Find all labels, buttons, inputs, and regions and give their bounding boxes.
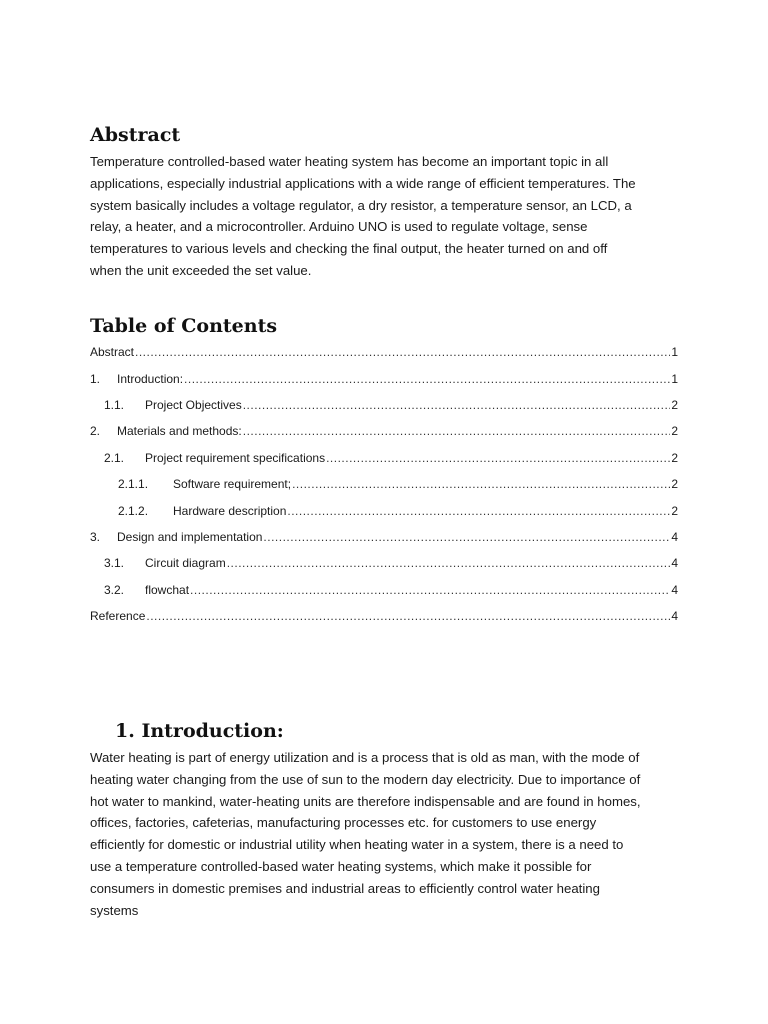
toc-page-number: 4 bbox=[671, 609, 678, 624]
toc-entry-reference[interactable] bbox=[90, 603, 678, 629]
introduction-line: use a temperature controlled-based water heating systems, which make it possible for bbox=[90, 858, 592, 874]
introduction-line: hot water to mankind, water-heating units are therefore indispensable and are found in homes, bbox=[90, 793, 641, 809]
toc-entry-title: Design and implementation bbox=[117, 529, 263, 544]
toc-entry-circuit-diagram[interactable] bbox=[90, 550, 678, 576]
introduction-paragraph bbox=[90, 747, 682, 921]
introduction-line: consumers in domestic premises and industrial areas to efficiently control water heating bbox=[90, 880, 600, 896]
toc-entry-title: Reference bbox=[90, 609, 146, 624]
toc-entry-number: 2. bbox=[90, 424, 101, 439]
toc-entry-project-objectives[interactable] bbox=[90, 392, 678, 418]
abstract-line: relay, a heater, and a microcontroller. Arduino UNO is used to regulate voltage, sense bbox=[90, 219, 588, 235]
abstract-paragraph bbox=[90, 151, 682, 282]
introduction-line: systems bbox=[90, 902, 139, 918]
toc-entry-title: Materials and methods: bbox=[117, 424, 242, 439]
toc-entry-title: Circuit diagram bbox=[145, 556, 226, 571]
toc-leader-dots bbox=[292, 477, 670, 491]
toc-leader-dots bbox=[146, 609, 670, 623]
toc-entry-flowchat[interactable] bbox=[90, 577, 678, 603]
toc-page-number: 1 bbox=[671, 345, 678, 360]
toc-leader-dots bbox=[326, 451, 670, 465]
abstract-line: when the unit exceeded the set value. bbox=[90, 262, 312, 278]
toc-page-number: 2 bbox=[671, 397, 678, 412]
toc-entry-title: Project requirement specifications bbox=[145, 450, 326, 465]
toc-entry-number: 3.2. bbox=[104, 582, 125, 597]
toc-page-number: 4 bbox=[671, 582, 678, 597]
toc-entry-title: Software requirement; bbox=[173, 477, 292, 492]
toc-page-number: 2 bbox=[671, 477, 678, 492]
toc-leader-dots bbox=[287, 504, 670, 518]
abstract-line: system basically includes a voltage regulator, a dry resistor, a temperature sensor, an LCD, a bbox=[90, 197, 632, 213]
toc-entry-title: flowchat bbox=[145, 582, 190, 597]
toc-leader-dots bbox=[243, 424, 671, 438]
toc-leader-dots bbox=[184, 372, 670, 386]
table-of-contents bbox=[90, 339, 678, 629]
introduction-line: Water heating is part of energy utilization and is a process that is old as man, with the mode of bbox=[90, 750, 640, 765]
introduction-line: heating water changing from the use of sun to the modern day electricity. Due to importance of bbox=[90, 771, 641, 787]
toc-entry-requirement-specs[interactable] bbox=[90, 445, 678, 471]
toc-page-number: 2 bbox=[671, 503, 678, 518]
toc-leader-dots bbox=[227, 556, 671, 570]
toc-page-number: 2 bbox=[671, 424, 678, 439]
toc-entry-software-requirement[interactable] bbox=[90, 471, 678, 497]
toc-leader-dots bbox=[135, 345, 670, 359]
abstract-line: applications, especially industrial applications with a wide range of efficient temperatures. The bbox=[90, 175, 636, 191]
introduction-heading: 1. Introduction: bbox=[115, 720, 284, 742]
toc-entry-design-implementation[interactable] bbox=[90, 524, 678, 550]
introduction-line: efficiently for domestic or industrial utility when heating water in a system, there is a need to bbox=[90, 837, 624, 853]
introduction-line: offices, factories, cafeterias, manufacturing processes etc. for customers to use energy bbox=[90, 815, 597, 831]
toc-entry-number: 2.1. bbox=[104, 450, 125, 465]
toc-entry-number: 2.1.1. bbox=[118, 477, 149, 492]
toc-entry-number: 1.1. bbox=[104, 397, 125, 412]
toc-leader-dots bbox=[263, 530, 670, 544]
toc-page-number: 4 bbox=[671, 529, 678, 544]
toc-entry-number: 2.1.2. bbox=[118, 503, 149, 518]
toc-entry-title: Introduction: bbox=[117, 371, 184, 386]
toc-page-number: 1 bbox=[671, 371, 678, 386]
toc-entry-abstract[interactable] bbox=[90, 339, 678, 365]
toc-entry-number: 3. bbox=[90, 529, 101, 544]
toc-page-number: 2 bbox=[671, 450, 678, 465]
toc-leader-dots bbox=[190, 583, 670, 597]
toc-entry-hardware-description[interactable] bbox=[90, 497, 678, 523]
toc-entry-number: 3.1. bbox=[104, 556, 125, 571]
abstract-line: Temperature controlled-based water heating system has become an important topic in all bbox=[90, 154, 609, 169]
toc-entry-title: Hardware description bbox=[173, 503, 287, 518]
toc-entry-introduction[interactable] bbox=[90, 365, 678, 391]
abstract-line: temperatures to various levels and checking the final output, the heater turned on and off bbox=[90, 241, 608, 257]
abstract-heading: Abstract bbox=[90, 124, 181, 146]
toc-heading: Table of Contents bbox=[90, 315, 278, 337]
toc-entry-number: 1. bbox=[90, 371, 101, 386]
toc-page-number: 4 bbox=[671, 556, 678, 571]
toc-leader-dots bbox=[243, 398, 671, 412]
toc-entry-title: Abstract bbox=[90, 345, 135, 360]
toc-entry-materials-methods[interactable] bbox=[90, 418, 678, 444]
toc-entry-title: Project Objectives bbox=[145, 397, 242, 412]
